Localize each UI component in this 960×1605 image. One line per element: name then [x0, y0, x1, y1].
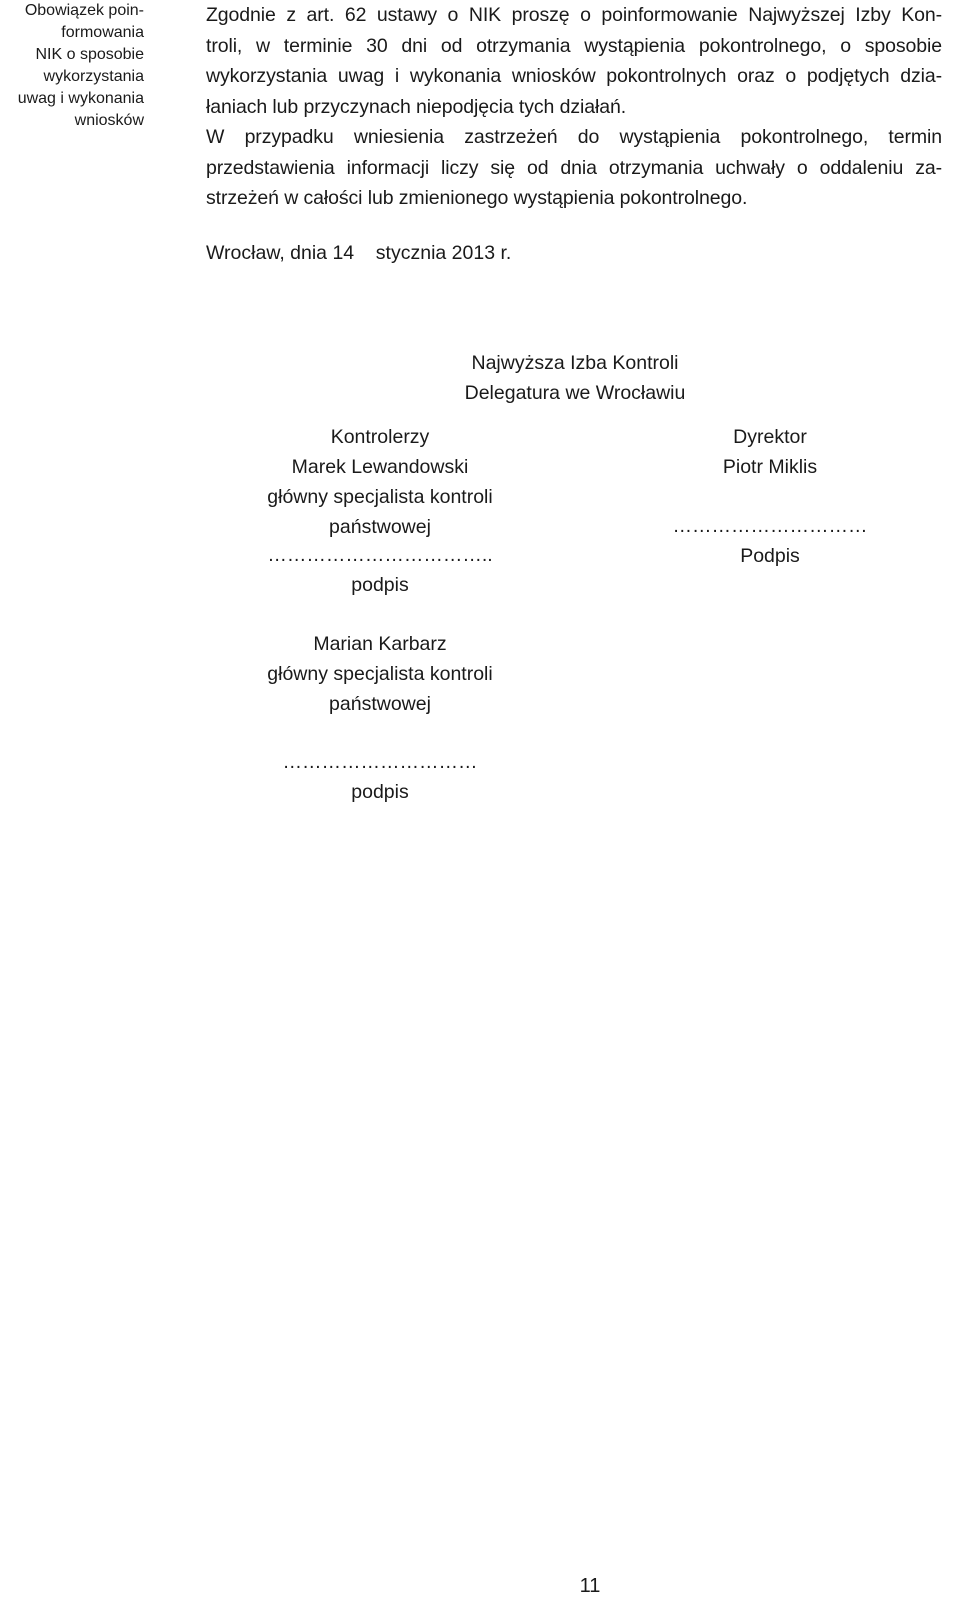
controllers-column	[240, 422, 520, 600]
signature-dots: …………………………	[282, 751, 478, 773]
paragraph-objections	[206, 122, 942, 214]
director-name: Piotr Miklis	[722, 456, 818, 478]
date-line: Wrocław, dnia 14 stycznia 2013 r.	[206, 242, 512, 264]
signature-label: podpis	[351, 781, 409, 803]
director-column	[650, 422, 890, 571]
signature-label: Podpis	[740, 545, 800, 567]
margin-note-line: Obowiązek poin-	[24, 2, 144, 19]
margin-note-line: wykorzystania	[43, 68, 144, 85]
controller-title: państwowej	[329, 516, 431, 538]
director-heading: Dyrektor	[733, 426, 807, 448]
text-line: łaniach lub przyczynach niepodjęcia tych działań.	[206, 95, 627, 118]
margin-note-line: wniosków	[74, 112, 144, 129]
controller-title: państwowej	[329, 693, 431, 715]
controller-name: Marian Karbarz	[313, 633, 447, 655]
signature-dots: …………………………	[672, 515, 868, 537]
margin-note-line: uwag i wykonania	[17, 90, 144, 107]
main-body	[206, 0, 942, 214]
page-number: 11	[579, 1575, 601, 1597]
controller-name: Marek Lewandowski	[291, 456, 469, 478]
paragraph-reporting-obligation	[206, 0, 942, 122]
controller-title: główny specjalista kontroli	[267, 486, 493, 508]
institution-name: Najwyższa Izba Kontroli	[471, 352, 679, 374]
controllers-heading: Kontrolerzy	[330, 426, 430, 448]
signature-dots: ……………………………..	[267, 544, 493, 566]
institution-block	[440, 348, 710, 408]
margin-note-line: NIK o sposobie	[35, 46, 144, 63]
institution-branch: Delegatura we Wrocławiu	[464, 382, 686, 404]
spacer	[240, 719, 520, 747]
text-line: strzeżeń w całości lub zmienionego wystąpienia pokontrolnego.	[206, 187, 748, 209]
controller-title: główny specjalista kontroli	[267, 663, 493, 685]
margin-note	[4, 0, 144, 132]
text-line: W przypadku wniesienia zastrzeżeń do wystąpienia pokontrolnego, termin	[206, 126, 942, 148]
margin-note-line: formowania	[61, 24, 144, 41]
controller-2-block	[240, 629, 520, 807]
text-line: Zgodnie z art. 62 ustawy o NIK proszę o poinformowanie Najwyższej Izby Kon-	[206, 4, 942, 26]
text-line: troli, w terminie 30 dni od otrzymania wystąpienia pokontrolnego, o sposobie	[206, 34, 942, 57]
text-line: wykorzystania uwag i wykonania wniosków pokontrolnych oraz o podjętych dzia-	[206, 65, 942, 87]
text-line: przedstawienia informacji liczy się od dnia otrzymania uchwały o oddaleniu za-	[206, 156, 942, 179]
signature-label: podpis	[351, 574, 409, 596]
spacer	[650, 482, 890, 511]
